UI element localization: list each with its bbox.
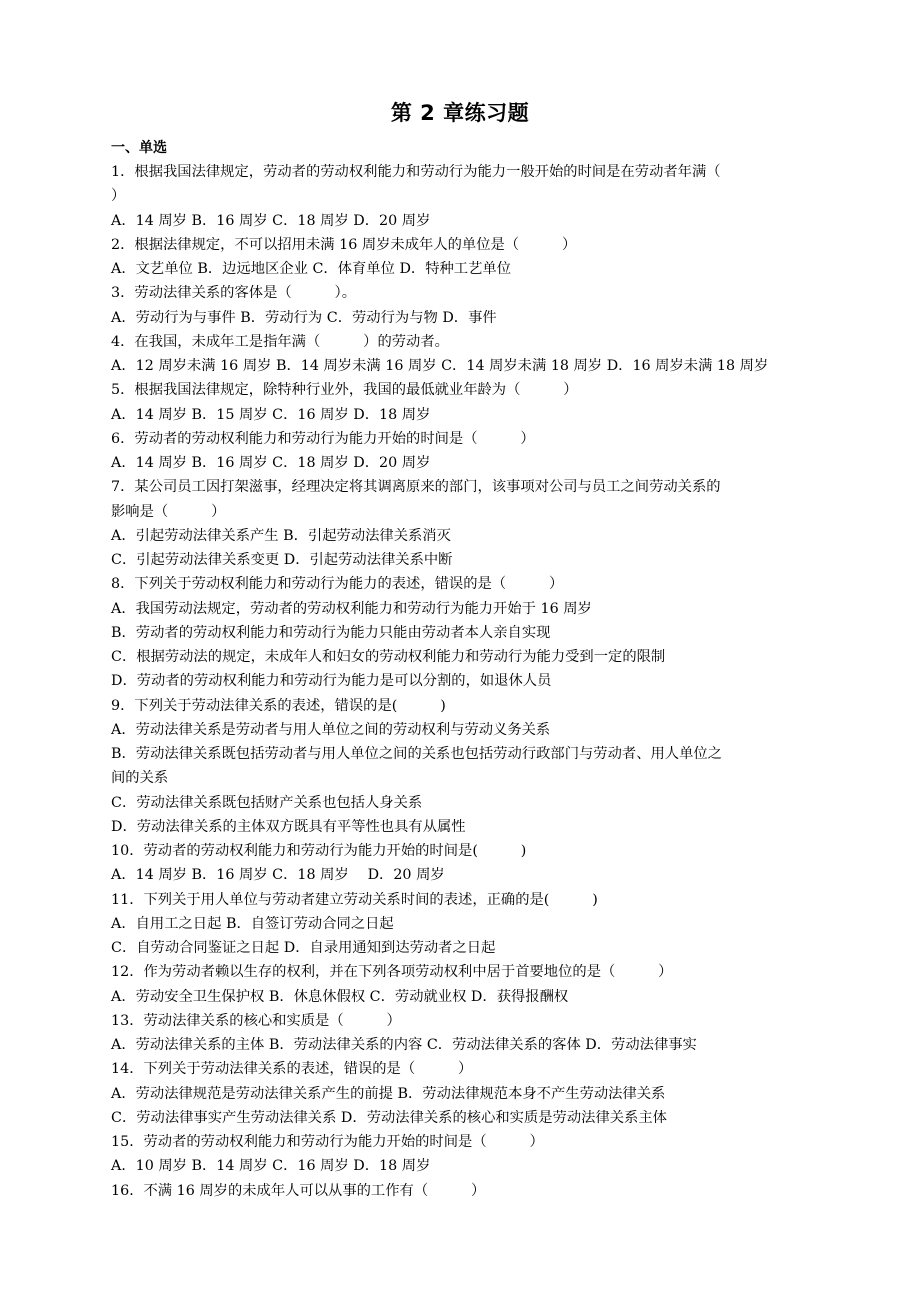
- text-line: C．根据劳动法的规定，未成年人和妇女的劳动权利能力和劳动行为能力受到一定的限制: [111, 649, 666, 665]
- text-line: A．14 周岁 B．16 周岁 C．18 周岁 D．20 周岁: [111, 212, 431, 229]
- text-line: 15．劳动者的劳动权利能力和劳动行为能力开始的时间是（ ）: [111, 1134, 544, 1150]
- text-line: A．自用工之日起 B．自签订劳动合同之日起: [111, 915, 394, 932]
- page-title: 第 2 章练习题: [390, 101, 530, 125]
- text-line: 16．不满 16 周岁的未成年人可以从事的工作有（ ）: [111, 1182, 486, 1199]
- text-line: 5．根据我国法律规定，除特种行业外，我国的最低就业年龄为（ ）: [111, 382, 578, 399]
- text-line: 1．根据我国法律规定，劳动者的劳动权利能力和劳动行为能力一般开始的时间是在劳动者年满（: [111, 164, 721, 180]
- text-line: B．劳动者的劳动权利能力和劳动行为能力只能由劳动者本人亲自实现: [111, 624, 551, 641]
- text-line: C．劳动法律关系既包括财产关系也包括人身关系: [111, 794, 423, 811]
- text-line: 12．作为劳动者赖以生存的权利，并在下列各项劳动权利中居于首要地位的是（ ）: [111, 964, 673, 981]
- section-heading: 一、单选: [111, 140, 167, 156]
- text-line: A．14 周岁 B．15 周岁 C．16 周岁 D．18 周岁: [111, 406, 431, 423]
- text-line: 13．劳动法律关系的核心和实质是（ ）: [111, 1012, 401, 1029]
- text-line: 9．下列关于劳动法律关系的表述，错误的是( ): [111, 697, 446, 714]
- text-line: C．劳动法律事实产生劳动法律关系 D．劳动法律关系的核心和实质是劳动法律关系主体: [111, 1109, 667, 1126]
- text-line: A．劳动法律关系是劳动者与用人单位之间的劳动权利与劳动义务关系: [111, 721, 551, 738]
- text-line: D．劳动者的劳动权利能力和劳动行为能力是可以分割的，如退休人员: [111, 673, 552, 690]
- text-line: 7．某公司员工因打架滋事，经理决定将其调离原来的部门，该事项对公司与员工之间劳动关系的: [111, 479, 721, 496]
- text-line: A．劳动安全卫生保护权 B．休息休假权 C．劳动就业权 D．获得报酬权: [111, 988, 569, 1005]
- text-line: 4．在我国，未成年工是指年满（ ）的劳动者。: [111, 333, 449, 350]
- text-line: A．劳动法律关系的主体 B．劳动法律关系的内容 C．劳动法律关系的客体 D．劳动法律事实: [111, 1037, 697, 1053]
- text-line: A．劳动行为与事件 B．劳动行为 C．劳动行为与物 D．事件: [111, 309, 497, 326]
- text-line: A．我国劳动法规定，劳动者的劳动权利能力和劳动行为能力开始于 16 周岁: [111, 600, 592, 617]
- text-line: 14．下列关于劳动法律关系的表述，错误的是（ ）: [111, 1061, 473, 1078]
- text-line: C．自劳动合同鉴证之日起 D．自录用通知到达劳动者之日起: [111, 940, 496, 956]
- text-line: 影响是（ ）: [111, 503, 226, 520]
- text-line: A．14 周岁 B．16 周岁 C．18 周岁 D．20 周岁: [111, 455, 431, 471]
- text-line: B．劳动法律关系既包括劳动者与用人单位之间的关系也包括劳动行政部门与劳动者、用人单位之: [111, 746, 722, 762]
- text-line: 2．根据法律规定，不可以招用未满 16 周岁未成年人的单位是（ ）: [111, 236, 577, 253]
- question-list: [111, 160, 811, 1203]
- text-line: 3．劳动法律关系的客体是（ ）。: [111, 285, 356, 302]
- text-line: A．劳动法律规范是劳动法律关系产生的前提 B．劳动法律规范本身不产生劳动法律关系: [111, 1085, 666, 1102]
- text-line: 11．下列关于用人单位与劳动者建立劳动关系时间的表述，正确的是( ): [111, 891, 598, 908]
- text-line: A．12 周岁未满 16 周岁 B．14 周岁未满 16 周岁 C．14 周岁未满 18 周岁 D．16 周岁未满 18 周岁: [111, 358, 769, 374]
- text-line: A．14 周岁 B．16 周岁 C．18 周岁 D．20 周岁: [111, 867, 445, 884]
- text-line: ）: [111, 188, 126, 205]
- text-line: A．10 周岁 B．14 周岁 C．16 周岁 D．18 周岁: [111, 1158, 431, 1175]
- text-line: D．劳动法律关系的主体双方既具有平等性也具有从属性: [111, 818, 466, 835]
- text-line: A．引起劳动法律关系产生 B．引起劳动法律关系消灭: [111, 527, 451, 544]
- text-line: C．引起劳动法律关系变更 D．引起劳动法律关系中断: [111, 552, 453, 568]
- text-line: 6．劳动者的劳动权利能力和劳动行为能力开始的时间是（ ）: [111, 430, 535, 447]
- text-line: 10．劳动者的劳动权利能力和劳动行为能力开始的时间是( ): [111, 843, 527, 859]
- text-line: 8．下列关于劳动权利能力和劳动行为能力的表述，错误的是（ ）: [111, 576, 564, 593]
- text-line: 间的关系: [111, 770, 169, 787]
- text-line: A．文艺单位 B．边远地区企业 C．体育单位 D．特种工艺单位: [111, 261, 511, 277]
